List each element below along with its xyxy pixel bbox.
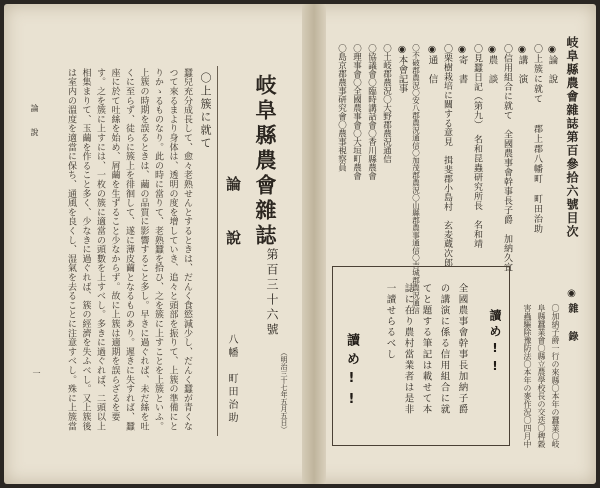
toc-item: ◉寄 書 — [456, 44, 468, 84]
magazine-title: 岐阜縣農會雜誌 — [253, 74, 277, 249]
issue-number: 第百三十六號 — [265, 248, 279, 338]
advert-text-line: 誌に在り農村當業者は是非 — [402, 283, 414, 415]
page-number: 一 — [32, 369, 41, 377]
toc-item: ◉講 演 — [516, 44, 528, 84]
article-title: 〇上簇に就て — [199, 72, 212, 150]
article-author: 八幡 町田治助 — [226, 334, 237, 425]
advert-banner-right: 讀め!! — [488, 309, 502, 377]
margin-section-label: 論 說 — [30, 104, 39, 140]
toc-title: 岐阜縣農會雜誌第百參拾六號目次 — [565, 36, 579, 239]
toc-item: ◉論 說 — [546, 44, 558, 84]
toc-item: 〇理事會〇全國農事會〇大垣町農會 — [351, 44, 362, 180]
toc-item: 〇見蠶日記（第九） 名和昆蟲研究所長 名和靖 — [472, 44, 482, 249]
toc-item: 〇上簇に就て 郡上郡八幡町 町田治助 — [532, 44, 542, 234]
advert-text-line: の講演に係る信用組合に就 — [438, 283, 450, 415]
toc-item: 〇信用組合に就て 全國農事會幹事長子爵 加納久宜 — [502, 44, 512, 272]
toc-item: 〇栗樹栽培に關する意見 揖斐郡小島村 玄麦蔵次郎 — [442, 44, 452, 268]
advert-text-line: 一讀せらるべし — [384, 283, 396, 360]
toc-item: 〇不破郡農況〇安八郡農況通信〇加茂郡農況〇山縣郡農事通信〇吉城郡農況通信 — [411, 44, 421, 314]
misc-heading: ◉雜 錄 — [566, 288, 577, 345]
toc-item: ◉通 信 — [426, 44, 438, 84]
toc-item: 〇土岐郡農況〇大野郡農況通信 — [381, 44, 392, 163]
column-rule — [217, 66, 218, 436]
book-spread — [4, 4, 596, 484]
section-heading: 論 說 — [224, 176, 242, 257]
toc-item: ◉農 談 — [486, 44, 498, 84]
article-body: 蠶兒充分成長して、愈々老熟せんとするときは、だんく食慾減少し、だんく蠶が青くなつて來るまより身体は、透明の度を增していき、追々と頭部を振りて、上簇の準備にとりかゝるものなり。此の時に當りて、老熟蠶を拾ひ、之を簇に上すことを上簇といふ。上簇の時期を誤るときは、繭の品質に影響すること多し。早きに過ぐれば、未だ絲を吐くに至らず、徒らに簇上を徘徊して、遂に薄皮繭となるものあり。遲きに失すれば、蠶座に於て吐絲を始め、屑繭を生ずること少なからず。故に上簇は適期を誤らざるを要す。之を簇に上すには、一枚の簇に適當の頭數を上すべし。多きに過ぐれば、二頭以上相集まりて、玉繭を作ること多く、少なきに過ぐれば、簇の經濟を失ふべし。又上簇後は室内の溫度を適當に保ち、通風を良くし、湿氣を去ることに注意すべし。殊に上簇當 — [66, 68, 192, 431]
advert-banner-left: 讀め!! — [344, 333, 359, 413]
toc-item: 〇島京郡農事研究會〇農事視察員 — [336, 44, 347, 172]
advert-text-line: てと題する筆記は載せて本 — [420, 283, 432, 415]
advert-box — [332, 266, 510, 446]
toc-item: ◉本會記事 — [396, 44, 408, 93]
toc-item: 〇協議會〇臨時講話會〇香川縣農會 — [366, 44, 377, 180]
book-gutter — [302, 4, 326, 484]
misc-items: 〇加納子爵一行の來縣〇本年の蠶業〇岐阜縣蠶業會〇縣立農學校長の交迭〇稗穀害蟲驅除豫防法〇本年の麥作況〇四月中 — [523, 304, 560, 448]
issue-date: （明治三十七年五月五日） — [280, 349, 288, 433]
advert-text-line: 全國農事會幹事長加納子爵 — [456, 283, 468, 415]
